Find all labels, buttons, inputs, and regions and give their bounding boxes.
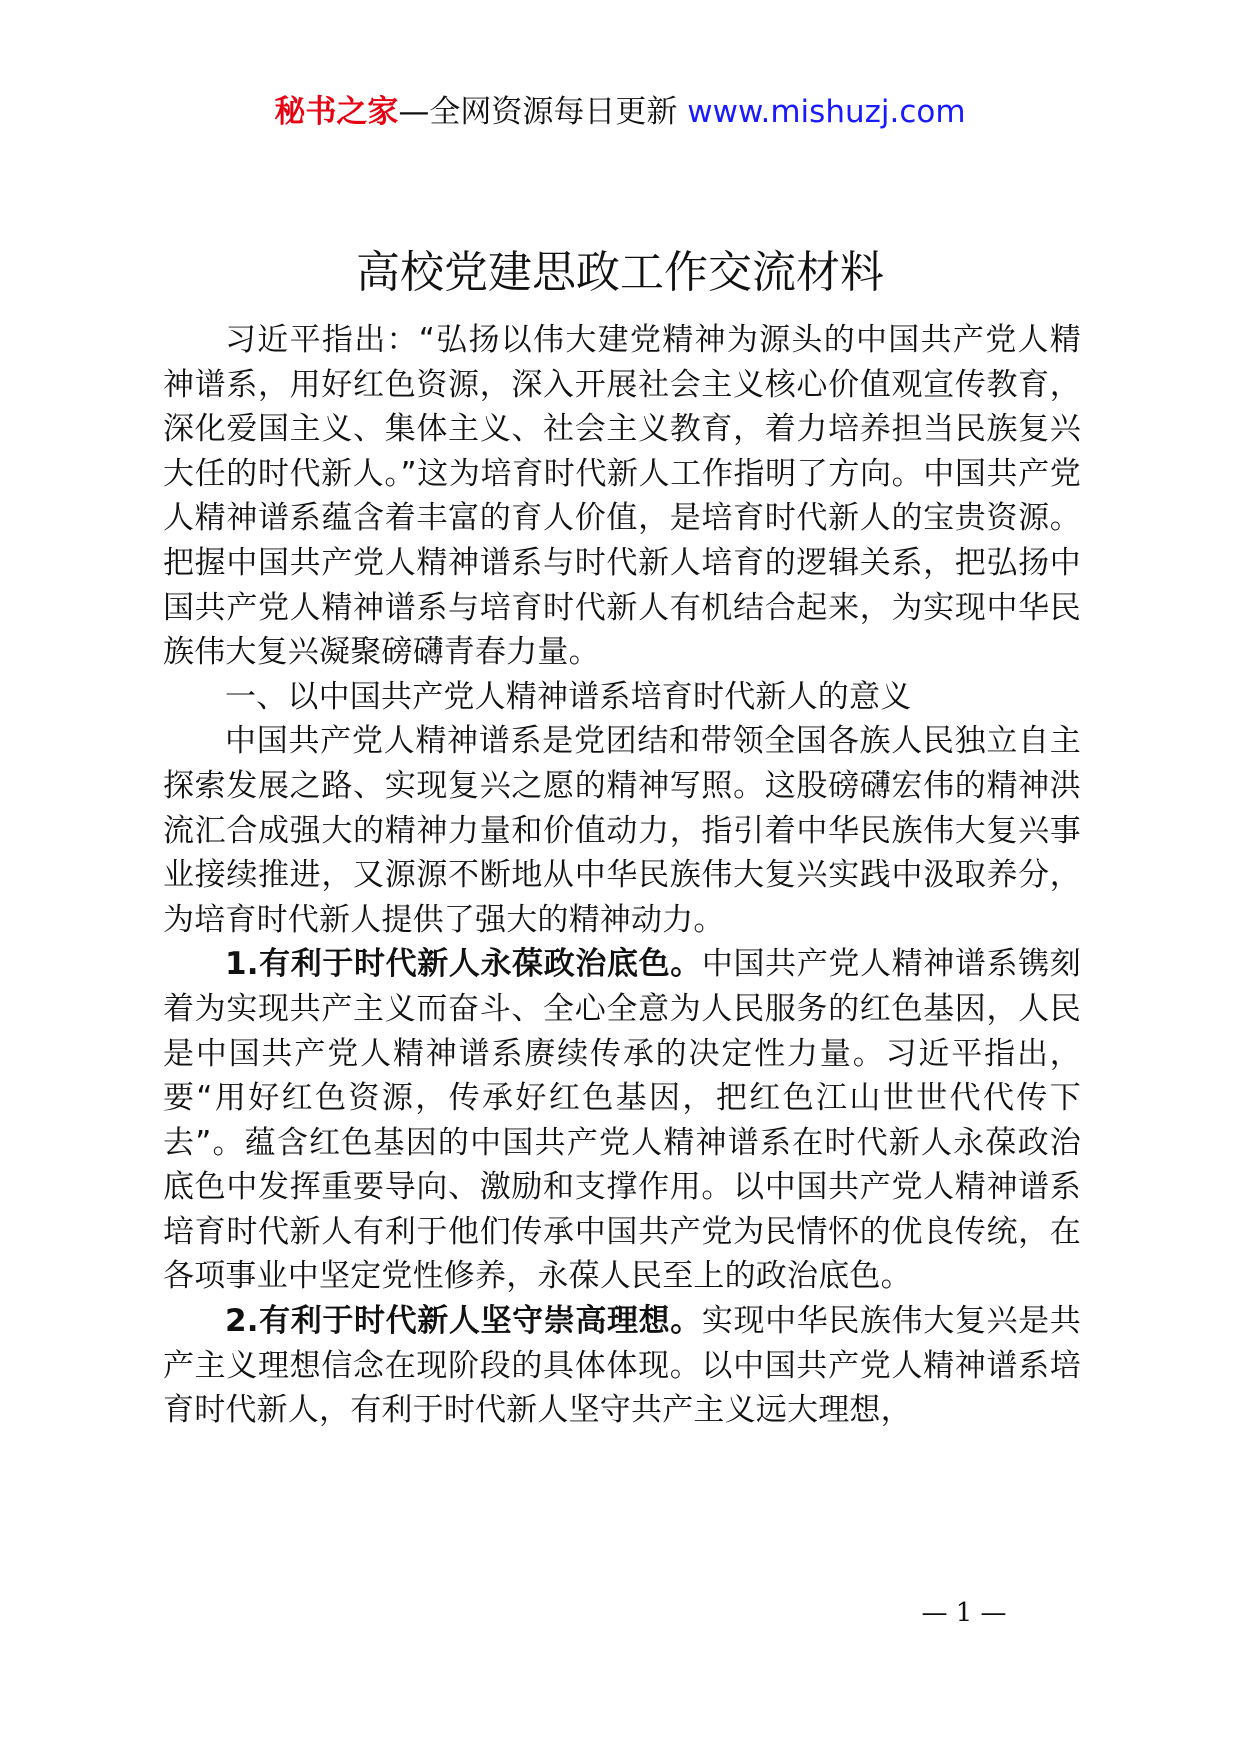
- paragraph-point-2: [163, 1299, 1081, 1433]
- paragraph-text: 习近平指出：“弘扬以伟大建党精神为源头的中国共产党人精神谱系，用好红色资源，深入开展社会主义核心价值观宣传教育，深化爱国主义、集体主义、社会主义教育，着力培养担当民族复兴大任的时代新人。”这为培育时代新人工作指明了方向。中国共产党人精神谱系蕴含着丰富的育人价值，是培育时代新人的宝贵资源。把握中国共产党人精神谱系与时代新人培育的逻辑关系，把弘扬中国共产党人精神谱系与培育时代新人有机结合起来，为实现中华民族伟大复兴凝聚磅礴青春力量。: [163, 322, 1081, 671]
- paragraph-section-intro: [163, 719, 1081, 942]
- document-title: 高校党建思政工作交流材料: [356, 247, 884, 298]
- paragraph-intro: [163, 318, 1081, 675]
- point-heading: 2.有利于时代新人坚守崇高理想。: [225, 1303, 702, 1340]
- site-watermark-header: [0, 92, 1240, 132]
- site-brand: 秘书之家: [274, 94, 399, 130]
- paragraph-text: 中国共产党人精神谱系是党团结和带领全国各族人民独立自主探索发展之路、实现复兴之愿的精神写照。这股磅礴宏伟的精神洪流汇合成强大的精神力量和价值动力，指引着中华民族伟大复兴事业接续推进，又源源不断地从中华民族伟大复兴实践中汲取养分，为培育时代新人提供了强大的精神动力。: [163, 723, 1081, 938]
- section-heading-text: 一、以中国共产党人精神谱系培育时代新人的意义: [225, 678, 912, 715]
- point-heading: 1.有利于时代新人永葆政治底色。: [225, 946, 702, 983]
- document-body: [163, 318, 1081, 1433]
- section-heading: [163, 675, 1081, 720]
- paragraph-text: 实现中华民族伟大复兴是共产主义理想信念在现阶段的具体体现。以中国共产党人精神谱系培育时代新人，有利于时代新人坚守共产主义远大理想，: [163, 1303, 1081, 1429]
- paragraph-point-1: [163, 942, 1081, 1299]
- page-number: — 1 —: [921, 1598, 1007, 1628]
- site-url: www.mishuzj.com: [687, 94, 966, 130]
- site-tagline: —全网资源每日更新: [398, 94, 678, 130]
- paragraph-text: 中国共产党人精神谱系镌刻着为实现共产主义而奋斗、全心全意为人民服务的红色基因，人民是中国共产党人精神谱系赓续传承的决定性力量。习近平指出，要“用好红色资源，传承好红色基因，把红色江山世世代代传下去”。蕴含红色基因的中国共产党人精神谱系在时代新人永葆政治底色中发挥重要导向、激励和支撑作用。以中国共产党人精神谱系培育时代新人有利于他们传承中国共产党为民情怀的优良传统，在各项事业中坚定党性修养，永葆人民至上的政治底色。: [163, 946, 1081, 1295]
